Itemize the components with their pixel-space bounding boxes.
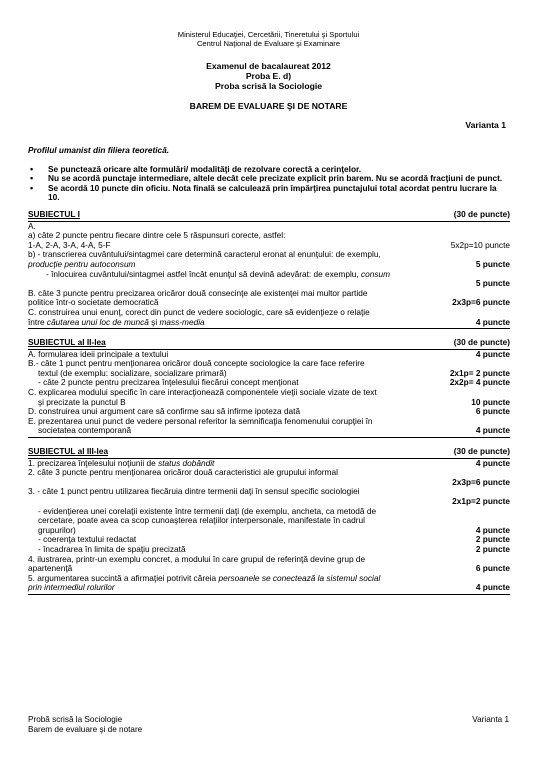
footer-subject: Probă scrisă la Sociologie [28,715,123,724]
s1-b2-points: 5 puncte [475,278,510,289]
s3-4-points: 6 puncte [475,563,510,574]
s2-D-text: D. construirea unui argument care să confirme sau să infirme ipoteza dată [28,406,301,417]
s3-3d-text: - încadrarea în limita de spaţiu precizată [38,543,186,554]
s2-B-text-1: B.- câte 1 punct pentru menţionarea oricăror două concepte sociologice la care face referire [28,358,365,369]
s1-a-label: A. [28,220,36,231]
s3-3c-text: - coerenţa textului redactat [38,534,137,545]
s2-A-text: A. formularea ideii principale a textului [28,348,169,359]
s1-B-points: 2x3p=6 puncte [452,297,510,308]
s1-C-text-2: între căutarea unui loc de muncă şi mass-media [28,316,205,327]
s1-b1-points: 5 puncte [475,258,510,269]
section-2-body [28,350,510,438]
section-2-header [28,338,510,350]
s2-B-text-2: textul (de exemplu: socializare, socializare primară) [38,367,227,378]
s3-3b-text-3: grupurilor) [38,524,76,535]
section-2-points: (30 de puncte) [453,337,510,348]
s1-C-row [28,318,510,328]
rule-3: • Se acordă 10 puncte din oficiu. Nota finală se calculează prin împărţirea punctajului total acordat pentru lucrare la 10. [28,184,510,203]
barem-title: BAREM DE EVALUARE ŞI DE NOTARE [189,101,348,111]
s1-C-text-1: C. construirea unui enunţ, corect din punct de vedere sociologic, care să evidenţieze o relaţie [28,306,370,317]
rule-2: • Nu se acordă punctaje intermediare, altele decât cele precizate explicit prin barem. Nu se acordă fracţiuni de punct. [28,174,510,184]
s1-b1-example: producţie pentru autoconsum [28,258,136,269]
s1-b1-text: b) - transcrierea cuvântului/sintagmei care determină caracterul eronat al enunţului: de exemplu, [28,249,381,260]
s3-4-text-2: apartenenţă [28,563,73,574]
footer-variant: Varianta 1 [472,715,509,724]
s2-B2-points: 2x1p= 2 puncte [449,367,510,378]
s3-1-text: 1. precizarea înţelesului noţiunii de status dobândit [28,457,215,468]
s2-B3-points: 2x2p= 4 puncte [449,377,510,388]
s3-2-points: 2x3p=6 puncte [452,476,510,487]
section-3-points: (30 de puncte) [453,446,510,457]
s2-D-points: 6 puncte [475,406,510,417]
exam-title: Examenul de bacalaureat 2012 [206,61,331,71]
s3-3b-text-1: - evidenţierea unei corelaţii existente între termenii daţi (de exemplu, ancheta, ca metodă de [38,505,377,516]
s1-b2-row [28,270,510,280]
s1-C-points: 4 puncte [475,316,510,327]
barem-content [28,146,510,595]
footer-barem: Barem de evaluare şi de notare [28,725,143,734]
s3-3-text: 3. - câte 1 punct pentru utilizarea fiecăruia dintre termenii daţi în sensul specific sociologiei [28,486,360,497]
section-2-title: SUBIECTUL al II-lea [28,337,106,348]
s1-a-text: a) câte 2 puncte pentru fiecare dintre cele 5 răspunsuri corecte, astfel: [28,230,286,241]
s3-4-text-1: 4. ilustrarea, printr-un exemplu concret, a modului în care grupul de referinţă devine grup de [28,553,366,564]
footer [28,715,509,735]
s2-E-row [28,426,510,436]
s3-5-text-2: prin intermediul rolurilor [28,582,115,593]
exam-subtitle: Proba E. d) [245,71,292,81]
s1-a-points: 5x2p=10 puncte [450,239,510,250]
s3-5-text-1: 5. argumentarea succintă a afirmaţiei potrivit căreia persoanele se conectează la sistemul social [28,572,381,583]
s2-E-text-2: societatea contemporană [38,425,132,436]
s2-B-text-3: - câte 2 puncte pentru precizarea înţelesului fiecărui concept menţionat [38,377,299,388]
s3-3-points: 2x1p=2 puncte [452,496,510,506]
s1-b2-text: - înlocuirea cuvântului/sintagmei astfel încât enunţul să devină adevărat: de exemplu, [46,268,362,279]
rule-1: • Se punctează oricare alte formulări/ modalităţi de rezolvare corectă a cerinţelor. [28,165,510,175]
s1-B-text-1: B. câte 3 puncte pentru precizarea oricăror două consecinţe ale existenţei mai multor partide [28,287,368,298]
section-1-body [28,222,510,330]
center-header: Centrul Naţional de Evaluare şi Examinare [196,39,341,48]
s3-3b-text-2: cercetare, poate avea ca scop cunoaşterea relaţiilor interpersonale, manifestate în cadrul [38,515,365,526]
s2-C-text-1: C. explicarea modului specific în care interacţionează componentele vieţii sociale vizate de text [28,387,377,398]
s3-5-points: 4 puncte [475,582,510,593]
s2-C-text-2: şi precizate la punctul B [38,396,126,407]
s3-5-row [28,583,510,593]
s2-C-points: 10 puncte [471,396,510,407]
s3-2-text: 2. câte 3 puncte pentru menţionarea oricăror două caracteristici ale grupului informal [28,467,338,478]
s3-3b-points: 4 puncte [475,524,510,535]
s2-E-text-1: E. prezentarea unui punct de vedere personal referitor la semnificaţia fenomenului corupţiei în [28,415,373,426]
section-1 [28,210,510,329]
variant-label: Varianta 1 [465,120,506,130]
section-2 [28,338,510,438]
s1-B-text-2: politice într-o societate democratică [28,297,159,308]
section-1-header [28,210,510,222]
section-3 [28,447,510,595]
ministry-header: Ministerul Educaţiei, Cercetării, Tineretului şi Sportului [177,30,360,39]
s2-E-points: 4 puncte [475,425,510,436]
section-1-title: SUBIECTUL I [28,208,80,219]
profile-line: Profilul umanist din filiera teoretică. [28,145,170,155]
s3-3d-points: 2 puncte [475,543,510,554]
footer-row-1 [28,715,509,725]
s3-1-points: 4 puncte [475,457,510,468]
s1-b2-example: consum [361,268,391,279]
section-1-points: (30 de puncte) [453,208,510,219]
section-3-title: SUBIECTUL al III-lea [28,446,109,457]
s3-3c-points: 2 puncte [475,534,510,545]
s2-A-points: 4 puncte [475,348,510,359]
s1-a-answers: 1-A, 2-A, 3-A, 4-A, 5-F [28,239,111,250]
section-3-body [28,459,510,595]
exam-subject: Proba scrisă la Sociologie [215,81,322,91]
